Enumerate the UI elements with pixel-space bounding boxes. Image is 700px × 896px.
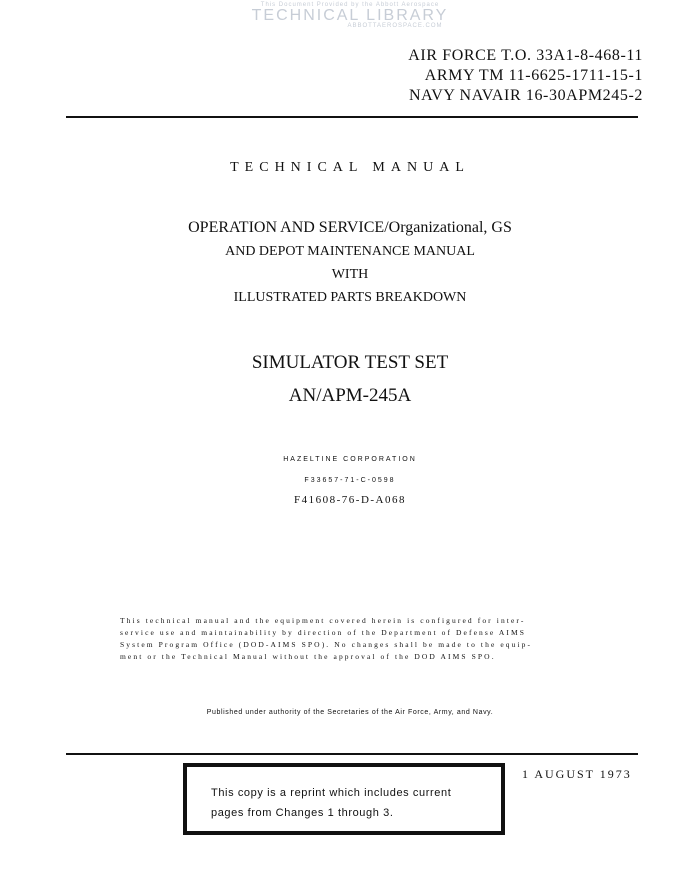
contract-number-2: F41608-76-D-A068	[294, 494, 406, 506]
publication-authority: Published under authority of the Secretaries of the Air Force, Army, and Navy.	[206, 709, 494, 716]
operation-line-2: AND DEPOT MAINTENANCE MANUAL	[225, 244, 475, 259]
operation-line-3: WITH	[331, 267, 369, 282]
reprint-line-2: pages from Changes 1 through 3.	[211, 807, 394, 819]
top-rule	[66, 116, 638, 118]
configuration-notice	[120, 615, 582, 663]
notice-line: ment or the Technical Manual without the approval of the DOD AIMS SPO.	[120, 652, 496, 661]
document-numbers	[408, 46, 643, 106]
contract-number-1: F33657-71-C-0598	[304, 477, 396, 484]
reprint-line-1: This copy is a reprint which includes current	[211, 787, 452, 799]
bottom-rule	[66, 753, 638, 755]
equipment-designation: AN/APM-245A	[288, 385, 412, 406]
notice-line: System Program Office (DOD-AIMS SPO). No changes shall be made to the equip-	[120, 640, 533, 649]
reprint-notice-box	[183, 763, 505, 835]
publication-date: 1 AUGUST 1973	[522, 767, 632, 781]
watermark-provided-by: This Document Provided by the Abbott Aerospace	[260, 2, 440, 8]
manual-heading: TECHNICAL MANUAL	[230, 160, 470, 175]
watermark-library: TECHNICAL LIBRARY	[251, 7, 449, 24]
equipment-name: SIMULATOR TEST SET	[251, 352, 449, 373]
operation-line-4: ILLUSTRATED PARTS BREAKDOWN	[233, 290, 467, 305]
notice-line: This technical manual and the equipment covered herein is configured for inter-	[120, 616, 526, 625]
watermark	[0, 2, 700, 29]
notice-line: service use and maintainability by direction of the Department of Defense AIMS	[120, 628, 527, 637]
contractor: HAZELTINE CORPORATION	[283, 456, 417, 463]
army-number: ARMY TM 11-6625-1711-15-1	[424, 67, 643, 84]
operation-line-1: OPERATION AND SERVICE/Organizational, GS	[188, 219, 512, 236]
navy-number: NAVY NAVAIR 16-30APM245-2	[409, 87, 643, 104]
air-force-number: AIR FORCE T.O. 33A1-8-468-11	[408, 47, 643, 64]
watermark-site: ABBOTTAEROSPACE.COM	[347, 23, 443, 29]
